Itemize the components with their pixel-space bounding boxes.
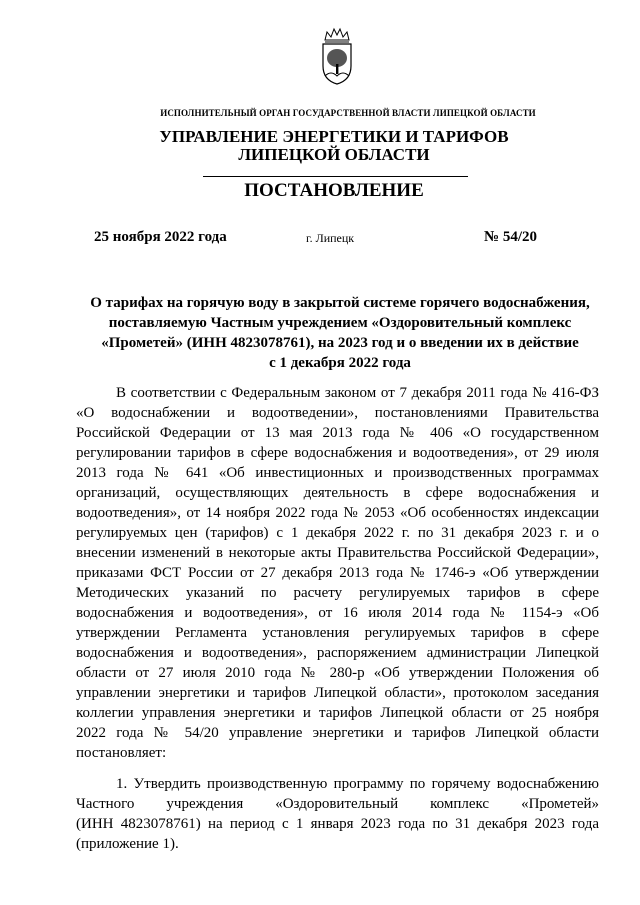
text-line: Российской Федерации от 13 мая 2013 года № 406 «О государственном [76, 425, 599, 441]
text-line: водоснабжения и водоотведения», распоряжением администрации Липецкой [76, 645, 599, 661]
coat-of-arms-icon [319, 26, 355, 86]
subject-line: О тарифах на горячую воду в закрытой системе горячего водоснабжения, [90, 295, 590, 311]
document-date: 25 ноября 2022 года [94, 229, 227, 245]
text-line: управлении энергетики и тарифов Липецкой области», протоколом заседания [76, 685, 599, 701]
text-line: 2013 года № 641 «Об инвестиционных и производственных программах [76, 465, 599, 481]
department-line: ЛИПЕЦКОЙ ОБЛАСТИ [238, 145, 430, 164]
text-line: внесении изменений в некоторые акты Правительства Российской Федерации», [76, 545, 599, 561]
header-divider [203, 176, 468, 177]
text-line: регулируемых цен (тарифов) с 1 декабря 2022 г. по 31 декабря 2023 г. и о [76, 525, 599, 541]
preamble-paragraph [76, 383, 599, 763]
text-line: утверждении Регламента установления регулируемых тарифов в сфере [76, 625, 599, 641]
document-subject [80, 293, 600, 373]
text-line: водоотведения», от 14 ноября 2022 года № 2053 «Об особенностях индексации [76, 505, 599, 521]
text-line: «О водоснабжении и водоотведении», постановлениями Правительства [76, 405, 599, 421]
department-name [0, 128, 640, 164]
text-line: (ИНН 4823078761) на период с 1 января 2023 года по 31 декабря 2023 года [76, 816, 599, 832]
department-line: УПРАВЛЕНИЕ ЭНЕРГЕТИКИ И ТАРИФОВ [159, 127, 509, 146]
document-type: ПОСТАНОВЛЕНИЕ [244, 180, 424, 201]
text-line: Методических указаний по расчету регулируемых тарифов в сфере [76, 585, 599, 601]
text-line: приказами ФСТ России от 27 декабря 2013 года № 1746-э «Об утверждении [76, 565, 599, 581]
text-line: Частного учреждения «Оздоровительный комплекс «Прометей» [76, 796, 599, 812]
text-line: (приложение 1). [76, 836, 179, 852]
text-line: В соответствии с Федеральным законом от 7 декабря 2011 года № 416-ФЗ [116, 385, 599, 401]
text-line: области от 27 июля 2010 года № 280-р «Об утверждении Положения об [76, 665, 599, 681]
subject-line: «Прометей» (ИНН 4823078761), на 2023 год и о введении их в действие [101, 335, 579, 351]
text-line: коллегии управления энергетики и тарифов Липецкой области от 25 ноября [76, 705, 599, 721]
document-number: № 54/20 [484, 229, 537, 245]
subject-line: поставляемую Частным учреждением «Оздоровительный комплекс [108, 315, 572, 331]
text-line: постановляет: [76, 745, 167, 761]
issuing-authority: ИСПОЛНИТЕЛЬНЫЙ ОРГАН ГОСУДАРСТВЕННОЙ ВЛАСТИ ЛИПЕЦКОЙ ОБЛАСТИ [160, 108, 536, 118]
text-line: регулировании тарифов в сфере водоснабжения и водоотведения», от 29 июля [76, 445, 599, 461]
text-line: водоснабжения и водоотведения», от 16 июля 2014 года № 1154-э «Об [76, 605, 599, 621]
text-line: 1. Утвердить производственную программу по горячему водоснабжению [116, 776, 599, 792]
text-line: 2022 года № 54/20 управление энергетики и тарифов Липецкой области [76, 725, 599, 741]
document-city: г. Липецк [306, 231, 355, 245]
clause-1-paragraph [76, 774, 599, 854]
text-line: организаций, осуществляющих деятельность в сфере водоснабжения и [76, 485, 599, 501]
subject-line: с 1 декабря 2022 года [269, 355, 411, 371]
